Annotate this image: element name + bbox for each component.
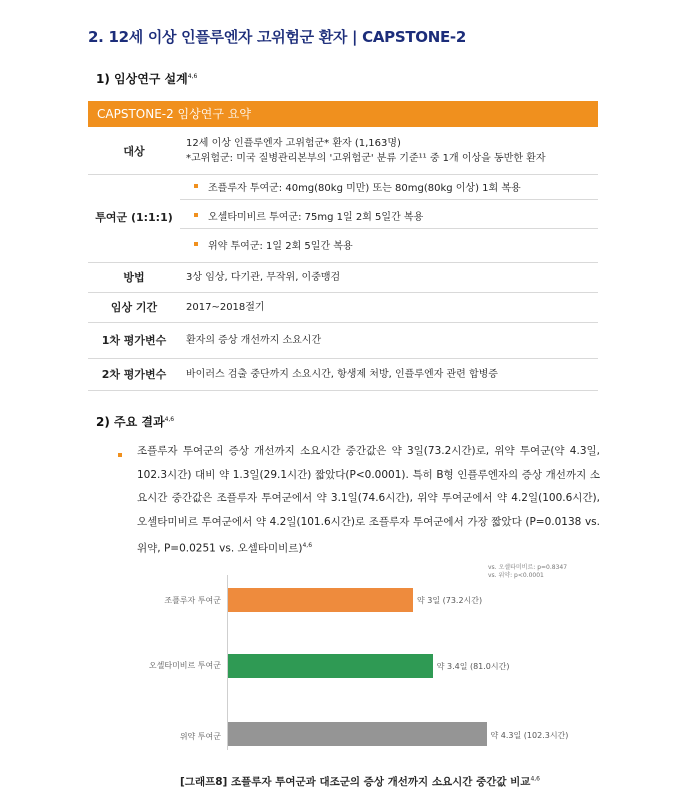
bullet-icon	[194, 184, 198, 188]
arm-item	[180, 232, 598, 257]
row-label: 투여군 (1:1:1)	[95, 211, 173, 224]
row-label: 1차 평가변수	[101, 334, 167, 347]
chart-caption	[180, 774, 540, 789]
bullet-icon	[194, 213, 198, 217]
design-title-text: 1) 임상연구 설계	[96, 72, 188, 86]
summary-row-secondary-endpoint	[88, 358, 598, 391]
row-label: 방법	[123, 271, 145, 284]
results-ref: 4,6	[302, 542, 313, 549]
section-heading: 2. 12세 이상 인플루엔자 고위험군 환자 | CAPSTONE-2	[88, 28, 466, 46]
row-value: 2017~2018절기	[186, 301, 265, 313]
arm-text: 위약 투여군: 1일 2회 5일간 복용	[208, 241, 353, 252]
chart-bar-zofluza	[228, 588, 413, 612]
summary-row-arms	[88, 174, 598, 263]
chart-category-label: 조플루자 투여군	[164, 596, 221, 605]
bullet-icon	[118, 453, 122, 457]
results-title-text: 2) 주요 결과	[96, 415, 165, 429]
row-value: 바이러스 검출 중단까지 소요시간, 항생제 처방, 인플루엔자 관련 합병증	[186, 368, 498, 380]
arm-item	[180, 203, 598, 229]
chart-legend-line: vs. 위약: p<0.0001	[488, 572, 544, 579]
chart-bar-value-label: 약 4.3일 (102.3시간)	[490, 731, 569, 740]
results-text: 조플루자 투여군의 증상 개선까지 소요시간 중간값은 약 3일(73.2시간)로, 위약 투여군(약 4.3일, 102.3시간) 대비 약 1.3일(29.1시간) 짧았다(P<0.0001). 특히 B형 인플루엔자의 증상 개선까지 소요시간 중간값은 조플루자 투여군에서 약 3.1일(74.6시간), 위약 투여군에서 약 4.2일(100.6시간), 오셀타미비르 투여군에서 약 4.2일(101.6시간)로 조플루자 투여군에서 가장 짧았다 (P=0.0138 vs. 위약, P=0.0251 vs. 오셀타미비르)	[137, 445, 600, 555]
caption-ref: 4,6	[530, 775, 540, 783]
arm-text: 조플루자 투여군: 40mg(80kg 미만) 또는 80mg(80kg 이상) 1회 복용	[208, 183, 521, 194]
row-value	[186, 127, 598, 174]
target-line-1: 12세 이상 인플루엔자 고위험군* 환자 (1,163명)	[186, 137, 401, 149]
chart-category-label: 오셀타미비르 투여군	[148, 661, 221, 670]
bullet-icon	[194, 242, 198, 246]
summary-row-target	[88, 127, 598, 175]
chart-bar-oseltamivir	[228, 654, 433, 678]
arm-item	[180, 174, 598, 200]
chart-category-label: 위약 투여군	[179, 732, 221, 741]
chart-bar-placebo	[228, 722, 487, 746]
chart-bar-value-label: 약 3.4일 (81.0시간)	[436, 662, 510, 671]
subsection-results-title	[96, 413, 174, 430]
subsection-design-title	[96, 70, 197, 87]
chart-bar-value-label: 약 3일 (73.2시간)	[416, 596, 483, 605]
summary-box-title: CAPSTONE-2 임상연구 요약	[88, 101, 598, 127]
row-label: 임상 기간	[110, 301, 158, 314]
row-label: 2차 평가변수	[101, 368, 167, 381]
row-label: 대상	[123, 144, 145, 158]
row-value: 3상 임상, 다기관, 무작위, 이중맹검	[186, 271, 341, 283]
chart-legend-line: vs. 오셀타미비르: p=0.8347	[488, 564, 568, 571]
results-title-ref: 4,6	[164, 416, 175, 423]
summary-row-primary-endpoint	[88, 322, 598, 359]
results-paragraph	[137, 440, 600, 561]
row-value: 환자의 증상 개선까지 소요시간	[186, 334, 322, 346]
summary-row-method	[88, 262, 598, 293]
caption-text: [그래프8] 조플루자 투여군과 대조군의 증상 개선까지 소요시간 중간값 비교	[180, 776, 531, 788]
design-title-ref: 4,6	[187, 73, 198, 80]
arm-text: 오셀타미비르 투여군: 75mg 1일 2회 5일간 복용	[208, 212, 424, 223]
target-line-2: *고위험군: 미국 질병관리본부의 '고위험군' 분류 기준¹¹ 중 1개 이상을 동반한 환자	[186, 152, 546, 164]
summary-row-period	[88, 292, 598, 323]
